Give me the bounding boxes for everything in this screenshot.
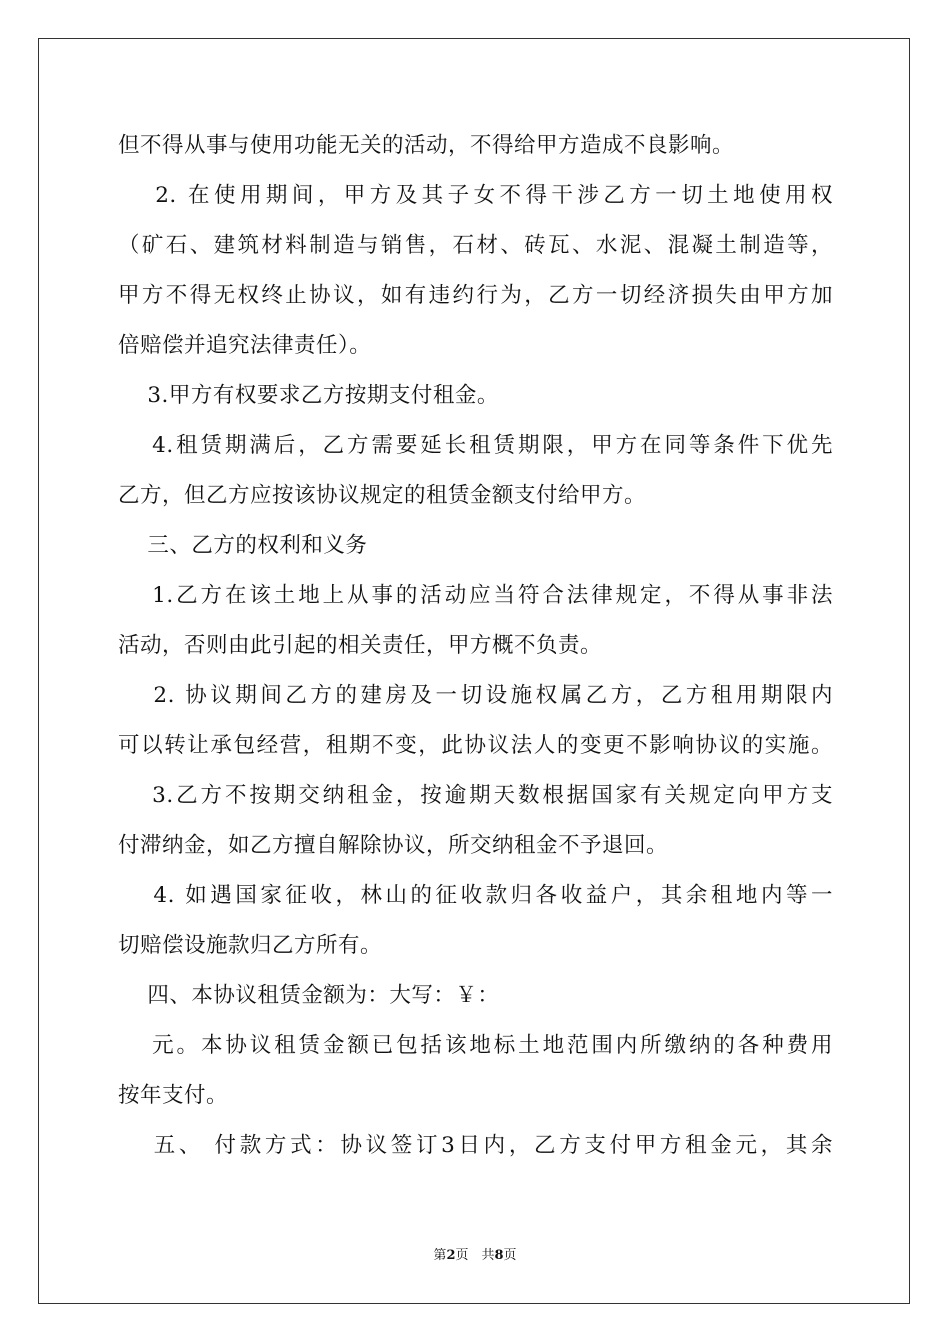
text-line: 按年支付。 — [118, 1083, 229, 1108]
section-heading: 五、 付款方式：协议签订3日内，乙方支付甲方租金元，其余 — [118, 1133, 833, 1158]
text-line: 4.租赁期满后，乙方需要延长租赁期限，甲方在同等条件下优先 — [118, 433, 833, 458]
text-line: 可以转让承包经营，租期不变，此协议法人的变更不影响协议的实施。 — [118, 733, 833, 758]
page-prefix: 第 — [433, 1248, 447, 1263]
text-line: 2. 在使用期间，甲方及其子女不得干涉乙方一切土地使用权 — [118, 183, 833, 208]
text-line: 3.甲方有权要求乙方按期支付租金。 — [118, 383, 499, 408]
text-line: 切赔偿设施款归乙方所有。 — [118, 933, 383, 958]
section-heading: 四、本协议租赁金额为：大写：￥： — [118, 983, 500, 1008]
text-line: 元。本协议租赁金额已包括该地标土地范围内所缴纳的各种费用 — [118, 1033, 833, 1058]
text-line: （矿石、建筑材料制造与销售，石材、砖瓦、水泥、混凝土制造等， — [118, 233, 833, 258]
text-line: 甲方不得无权终止协议，如有违约行为，乙方一切经济损失由甲方加 — [118, 283, 833, 308]
text-line: 1.乙方在该土地上从事的活动应当符合法律规定，不得从事非法 — [118, 583, 833, 608]
text-line: 但不得从事与使用功能无关的活动，不得给甲方造成不良影响。 — [118, 133, 735, 158]
page-suffix: 页 — [503, 1248, 517, 1263]
text-line: 付滞纳金，如乙方擅自解除协议，所交纳租金不予退回。 — [118, 833, 669, 858]
text-line: 3.乙方不按期交纳租金，按逾期天数根据国家有关规定向甲方支 — [118, 783, 833, 808]
text-line: 乙方，但乙方应按该协议规定的租赁金额支付给甲方。 — [118, 483, 647, 508]
page-footer — [0, 1247, 950, 1265]
page-mid: 页 共 — [455, 1248, 495, 1263]
text-line: 2. 协议期间乙方的建房及一切设施权属乙方，乙方租用期限内 — [118, 683, 833, 708]
text-line: 活动，否则由此引起的相关责任，甲方概不负责。 — [118, 633, 603, 658]
text-line: 倍赔偿并追究法律责任）。 — [118, 333, 372, 358]
page-current: 2 — [446, 1248, 456, 1263]
section-heading: 三、乙方的权利和义务 — [118, 533, 368, 558]
text-line: 4. 如遇国家征收，林山的征收款归各收益户，其余租地内等一 — [118, 883, 833, 908]
page-total: 8 — [494, 1248, 504, 1263]
